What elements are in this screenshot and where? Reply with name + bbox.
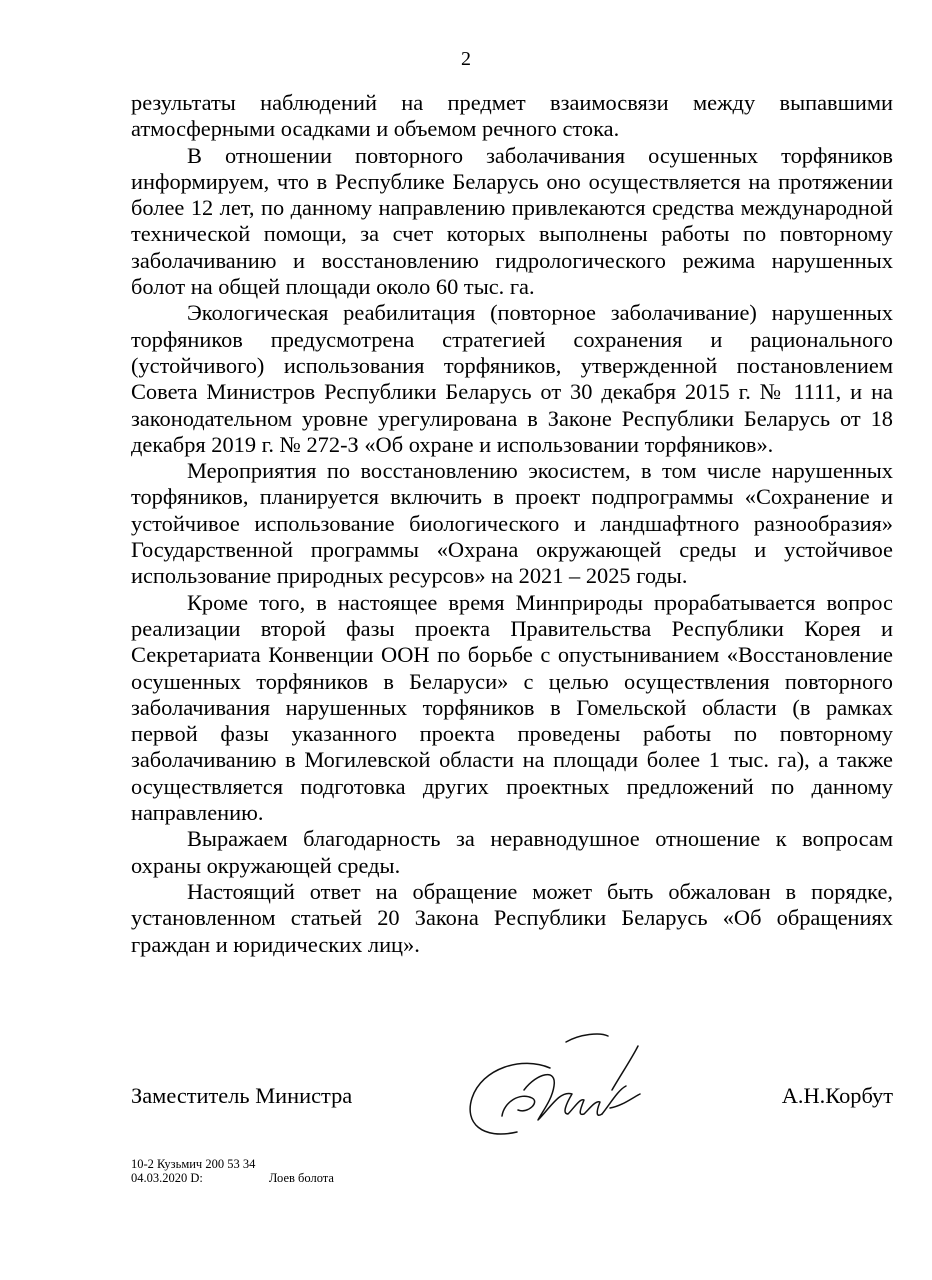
paragraph-measures: Мероприятия по восстановлению экосистем, в том числе нарушенных торфяников, планируется включить в проект подпрограммы «Сохранение и устойчивое использование биологического и ландшафтного разнообразия» Государственной программы «Охрана окружающей среды и устойчивое использование природных ресурсов» на 2021 – 2025 годы. bbox=[131, 458, 893, 589]
page-number: 2 bbox=[461, 48, 471, 70]
footer-subject: Лоев болота bbox=[268, 1171, 334, 1185]
signer-name: А.Н.Корбут bbox=[781, 1083, 893, 1108]
paragraph-appeal: Настоящий ответ на обращение может быть обжалован в порядке, установленном статьей 20 Закона Республики Беларусь «Об обращениях граждан и юридических лиц». bbox=[131, 878, 893, 957]
paragraph-rewetting: В отношении повторного заболачивания осушенных торфяников информируем, что в Республике Беларусь оно осуществляется на протяжении более 12 лет, по данному направлению привлекаются средства международной технической помощи, за счет которых выполнены работы по повторному заболачиванию и восстановлению гидрологического режима нарушенных болот на общей площади около 60 тыс. га. bbox=[131, 142, 893, 300]
document-footer bbox=[131, 1157, 334, 1185]
paragraph-continuation: результаты наблюдений на предмет взаимосвязи между выпавшими атмосферными осадками и объемом речного стока. bbox=[131, 90, 893, 142]
paragraph-korea-project: Кроме того, в настоящее время Минприроды прорабатывается вопрос реализации второй фазы проекта Правительства Республики Корея и Секретариата Конвенции ООН по борьбе с опустыниванием «Восстановление осушенных торфяников в Беларуси» с целью осуществления повторного заболачивания нарушенных торфяников в Гомельской области (в рамках первой фазы указанного проекта проведены работы по повторному заболачиванию в Могилевской области на площади более 1 тыс. га), а также осуществляется подготовка других проектных предложений по данному направлению. bbox=[131, 589, 893, 826]
footer-date: 04.03.2020 D: bbox=[131, 1171, 203, 1185]
letter-body bbox=[131, 90, 893, 958]
handwritten-signature bbox=[462, 1028, 682, 1146]
paragraph-gratitude: Выражаем благодарность за неравнодушное отношение к вопросам охраны окружающей среды. bbox=[131, 826, 893, 878]
paragraph-rehabilitation: Экологическая реабилитация (повторное заболачивание) нарушенных торфяников предусмотрена стратегией сохранения и рационального (устойчивого) использования торфяников, утвержденной постановлением Совета Министров Республики Беларусь от 30 декабря 2015 г. № 1111, и на законодательном уровне урегулирована в Законе Республики Беларусь от 18 декабря 2019 г. № 272-З «Об охране и использовании торфяников». bbox=[131, 300, 893, 457]
footer-date-line bbox=[131, 1171, 334, 1185]
signer-position: Заместитель Министра bbox=[131, 1083, 353, 1108]
footer-executor: 10-2 Кузьмич 200 53 34 bbox=[131, 1157, 256, 1171]
